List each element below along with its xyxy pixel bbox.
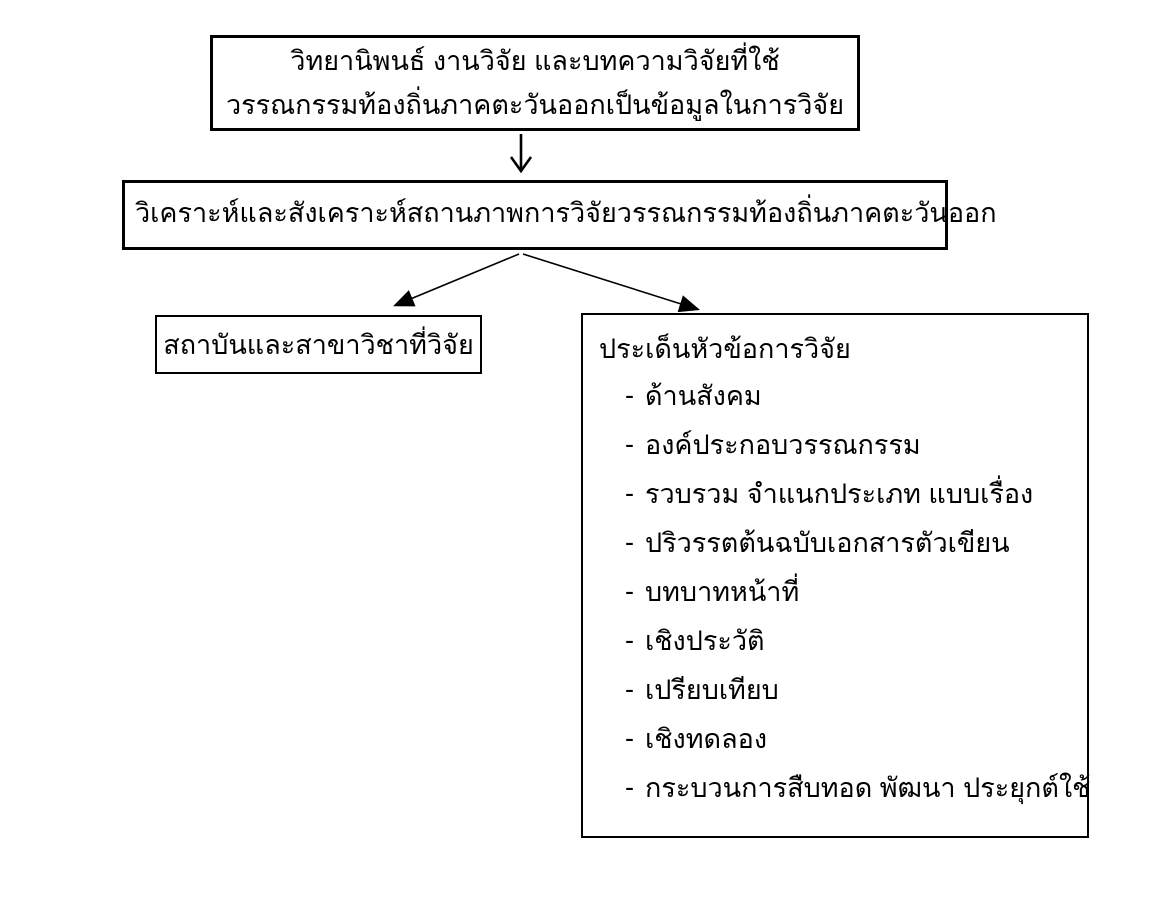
topic-label: ด้านสังคม [645,381,762,411]
topic-bullet: - [625,772,634,802]
research-topics-box [581,313,1089,838]
topic-bullet: - [625,723,634,753]
topic-label: ปริวรรตต้นฉบับเอกสารตัวเขียน [645,528,1010,558]
analysis-box-label: วิเคราะห์และสังเคราะห์สถานภาพการวิจัยวรรณกรรมท้องถิ่นภาคตะวันออก [135,197,997,228]
down-arrow-icon [511,134,531,171]
topic-list-item [599,763,1091,812]
topic-bullet: - [625,625,634,655]
topic-label: กระบวนการสืบทอด พัฒนา ประยุกต์ใช้ [645,773,1091,803]
thesis-source-box [210,35,860,131]
topic-bullet: - [625,576,634,606]
topic-label: บทบาทหน้าที่ [645,577,800,607]
analysis-box [122,180,997,250]
topic-label: องค์ประกอบวรรณกรรม [645,430,921,460]
topic-list-item [599,518,1073,567]
topic-list-item [599,714,1073,763]
right-branch-arrow-icon [523,254,697,309]
topic-bullet: - [625,478,634,508]
institution-box [155,315,482,374]
topic-label: รวบรวม จำแนกประเภท แบบเรื่อง [645,479,1034,509]
topic-label: เชิงทดลอง [645,724,768,754]
research-topics-list [599,371,1091,812]
topic-label: เปรียบเทียบ [645,675,779,705]
institution-box-label: สถาบันและสาขาวิชาที่วิจัย [163,330,474,360]
topic-list-item [599,616,1073,665]
topic-label: เชิงประวัติ [645,626,765,656]
topic-list-item [599,665,1073,714]
topic-bullet: - [625,674,634,704]
topic-list-item [599,469,1073,518]
topic-bullet: - [625,527,634,557]
research-topics-title: ประเด็นหัวข้อการวิจัย [599,333,851,364]
topic-list-item [599,420,1073,469]
left-branch-arrow-icon [396,254,519,305]
topic-list-item [599,371,1073,420]
thesis-source-line2: วรรณกรรมท้องถิ่นภาคตะวันออกเป็นข้อมูลในการวิจัย [225,90,845,120]
topic-bullet: - [625,380,634,410]
thesis-source-line1: วิทยานิพนธ์ งานวิจัย และบทความวิจัยที่ใช้ [290,46,780,76]
topic-list-item [599,567,1073,616]
topic-bullet: - [625,429,634,459]
